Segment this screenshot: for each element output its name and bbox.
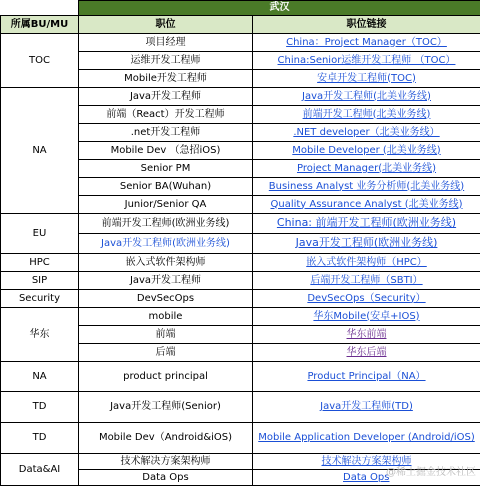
position-link[interactable]: Project Manager(北美业务线) <box>297 163 436 174</box>
position-link[interactable]: China:Senior运维开发工程师 （TOC） <box>278 55 456 66</box>
position-link[interactable]: Data Ops <box>343 472 389 483</box>
position-link[interactable]: 技术解决方案架构师 <box>322 456 412 467</box>
group-cell-security: Security <box>1 290 79 308</box>
position-cell: 嵌入式软件架构师 <box>79 254 253 272</box>
city-title: 武汉 <box>79 1 480 16</box>
position-cell: mobile <box>79 308 253 326</box>
position-cell: 前端（React）开发工程师 <box>79 106 253 124</box>
table-row <box>1 423 480 454</box>
group-cell-eu: EU <box>1 214 79 254</box>
position-link[interactable]: Java开发工程师(欧洲业务线) <box>296 236 438 249</box>
position-cell: .net开发工程师 <box>79 124 253 142</box>
table-row <box>1 308 480 326</box>
position-cell: 技术解决方案架构师 <box>79 454 253 470</box>
position-link[interactable]: .NET developer（北美业务线） <box>293 127 439 138</box>
position-link[interactable]: Product Principal（NA） <box>307 371 425 382</box>
header-bu: 所属BU/MU <box>1 16 79 34</box>
position-link[interactable]: Mobile Application Developer (Android/iOS) <box>258 432 474 443</box>
group-cell-td2: TD <box>1 423 79 454</box>
position-link[interactable]: Java开发工程师(TD) <box>320 401 413 412</box>
group-cell-dataai: Data&AI <box>1 454 79 486</box>
position-link[interactable]: 华东Mobile(安卓+IOS) <box>313 311 419 322</box>
group-cell-huadong: 华东 <box>1 308 79 362</box>
position-link[interactable]: Quality Assurance Analyst (北美业务线) <box>270 199 462 210</box>
position-cell: Java开发工程师 <box>79 88 253 106</box>
header-position: 职位 <box>79 16 253 34</box>
position-cell: 前端 <box>79 326 253 344</box>
position-cell: DevSecOps <box>79 290 253 308</box>
header-link: 职位链接 <box>253 16 480 34</box>
table-row <box>1 34 480 52</box>
position-link[interactable]: 安卓开发工程师(TOC) <box>317 73 416 84</box>
position-cell: Senior PM <box>79 160 253 178</box>
group-cell-na: NA <box>1 88 79 214</box>
watermark: @稀土掘金技术社区 <box>386 463 476 478</box>
header-row <box>1 16 480 34</box>
position-cell: Junior/Senior QA <box>79 196 253 214</box>
position-link[interactable]: 前端开发工程师(北美业务线) <box>303 109 431 120</box>
table-row <box>1 392 480 423</box>
table-row <box>1 88 480 106</box>
group-cell-hpc: HPC <box>1 254 79 272</box>
position-link[interactable]: China：Project Manager（TOC） <box>286 37 447 48</box>
position-cell: Mobile Dev（Android&iOS) <box>79 423 253 454</box>
table-row <box>1 290 480 308</box>
group-cell-na2: NA <box>1 362 79 392</box>
table-row <box>1 214 480 234</box>
position-link[interactable]: DevSecOps（Security） <box>307 293 425 304</box>
position-cell: Data Ops <box>79 470 253 486</box>
position-link[interactable]: Java开发工程师(北美业务线) <box>302 91 431 102</box>
position-cell: 项目经理 <box>79 34 253 52</box>
city-title-row <box>1 1 480 16</box>
position-link[interactable]: 嵌入式软件架构师（HPC） <box>306 257 427 268</box>
position-cell: Java开发工程师(欧洲业务线) <box>79 234 253 254</box>
position-cell: 前端开发工程师(欧洲业务线) <box>79 214 253 234</box>
title-spacer <box>1 1 79 16</box>
position-cell: 后端 <box>79 344 253 362</box>
position-link[interactable]: 后端开发工程师（SBTI） <box>310 275 422 286</box>
position-cell: Mobile Dev （急招iOS) <box>79 142 253 160</box>
group-cell-sip: SIP <box>1 272 79 290</box>
position-cell: Java开发工程师(Senior) <box>79 392 253 423</box>
position-cell: product principal <box>79 362 253 392</box>
group-cell-td1: TD <box>1 392 79 423</box>
position-link[interactable]: Business Analyst 业务分析师(北美业务线) <box>269 181 464 192</box>
group-cell-toc: TOC <box>1 34 79 88</box>
table-row <box>1 254 480 272</box>
position-cell: Mobile开发工程师 <box>79 70 253 88</box>
position-link[interactable]: 华东后端 <box>347 347 387 358</box>
table-row <box>1 272 480 290</box>
position-link[interactable]: Mobile Developer (北美业务线) <box>292 145 440 156</box>
table-row <box>1 362 480 392</box>
position-cell: 运维开发工程师 <box>79 52 253 70</box>
position-cell: Java开发工程师 <box>79 272 253 290</box>
position-cell: Senior BA(Wuhan) <box>79 178 253 196</box>
position-link[interactable]: China: 前端开发工程师(欧洲业务线) <box>277 216 456 229</box>
position-link[interactable]: 华东前端 <box>347 329 387 340</box>
